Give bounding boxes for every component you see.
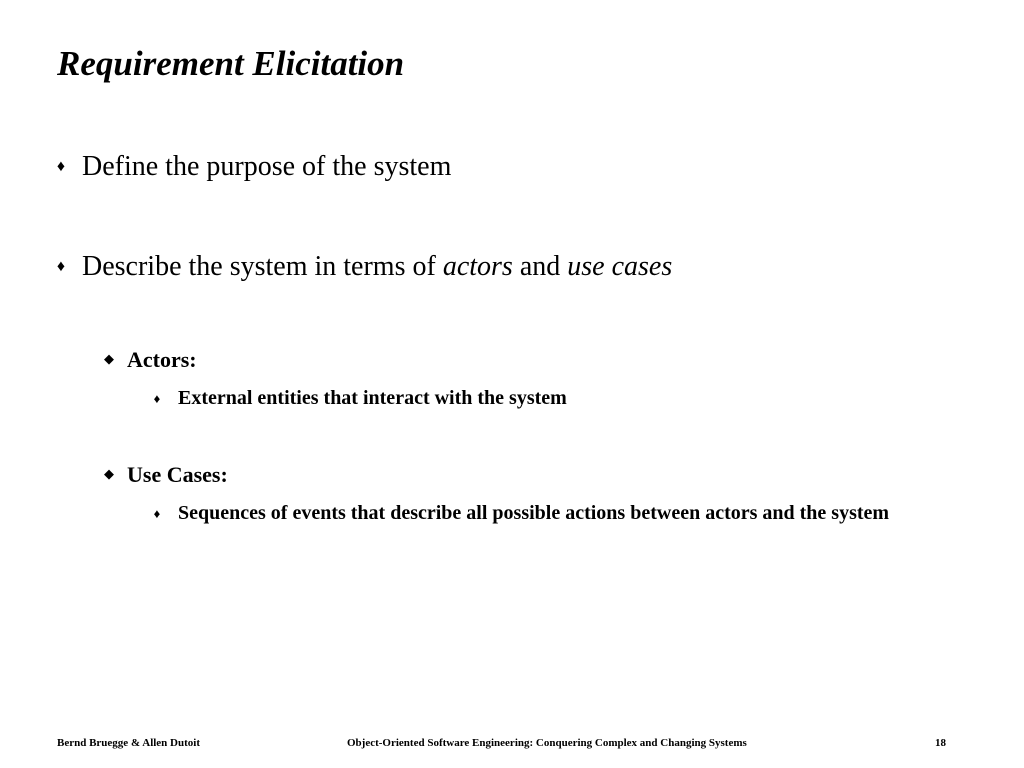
detail-bullet-text: External entities that interact with the system <box>178 387 567 409</box>
bullet-text: Define the purpose of the system <box>82 151 452 182</box>
diamond-bullet-icon: ♦ <box>56 258 66 275</box>
footer-authors: Bernd Bruegge & Allen Dutoit <box>57 737 200 749</box>
diamond-bullet-icon: ◆ <box>104 466 114 481</box>
footer-book-title: Object-Oriented Software Engineering: Conquering Complex and Changing Systems <box>347 737 747 749</box>
diamond-bullet-icon: ◆ <box>104 351 114 366</box>
diamond-bullet-icon: ♦ <box>153 506 161 521</box>
diamond-bullet-icon: ♦ <box>56 158 66 175</box>
use-cases-emphasis: use cases <box>567 251 673 282</box>
bullet-text-start: Describe the system in terms of <box>82 251 443 282</box>
slide-title: Requirement Elicitation <box>57 44 405 83</box>
detail-bullet-text: Sequences of events that describe all possible actions between actors and the system <box>178 502 890 524</box>
sub-bullet-label: Use Cases: <box>127 462 228 487</box>
diamond-bullet-icon: ♦ <box>153 391 161 406</box>
actors-emphasis: actors <box>442 251 513 282</box>
sub-bullet-label: Actors: <box>127 347 197 372</box>
bullet-text <box>82 250 672 284</box>
bullet-text-middle: and <box>512 251 568 282</box>
footer-page-number: 18 <box>935 737 946 749</box>
